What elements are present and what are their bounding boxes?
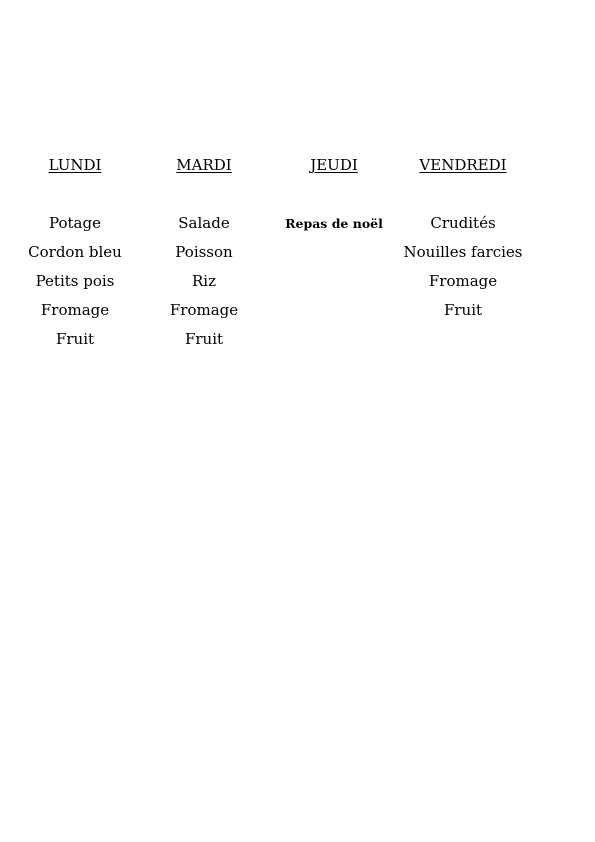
- menu-item: Fruit: [184, 330, 224, 348]
- menu-item: Potage: [49, 214, 101, 232]
- menu-list: [134, 213, 274, 358]
- day-header: LUNDI: [48, 156, 102, 174]
- menu-item: Fruit: [55, 330, 95, 348]
- menu-item: Riz: [192, 272, 216, 290]
- menu-item: Fromage: [169, 301, 239, 319]
- menu-item: Fromage: [428, 272, 498, 290]
- menu-list: [5, 213, 145, 358]
- menu-item: Fruit: [443, 301, 483, 319]
- menu-item: Cordon bleu: [28, 243, 122, 261]
- menu-item: Petits pois: [35, 272, 115, 290]
- menu-list: [393, 213, 533, 329]
- menu-item: Crudités: [430, 214, 496, 232]
- day-header: VENDREDI: [419, 156, 507, 174]
- menu-item: Repas de noël: [285, 216, 383, 231]
- day-header: JEUDI: [310, 156, 358, 174]
- menu-item: Poisson: [175, 243, 233, 261]
- menu-item: Salade: [178, 214, 230, 232]
- menu-item: Fromage: [40, 301, 110, 319]
- day-header: MARDI: [176, 156, 232, 174]
- menu-list: [264, 213, 404, 242]
- menu-item: Nouilles farcies: [403, 243, 523, 261]
